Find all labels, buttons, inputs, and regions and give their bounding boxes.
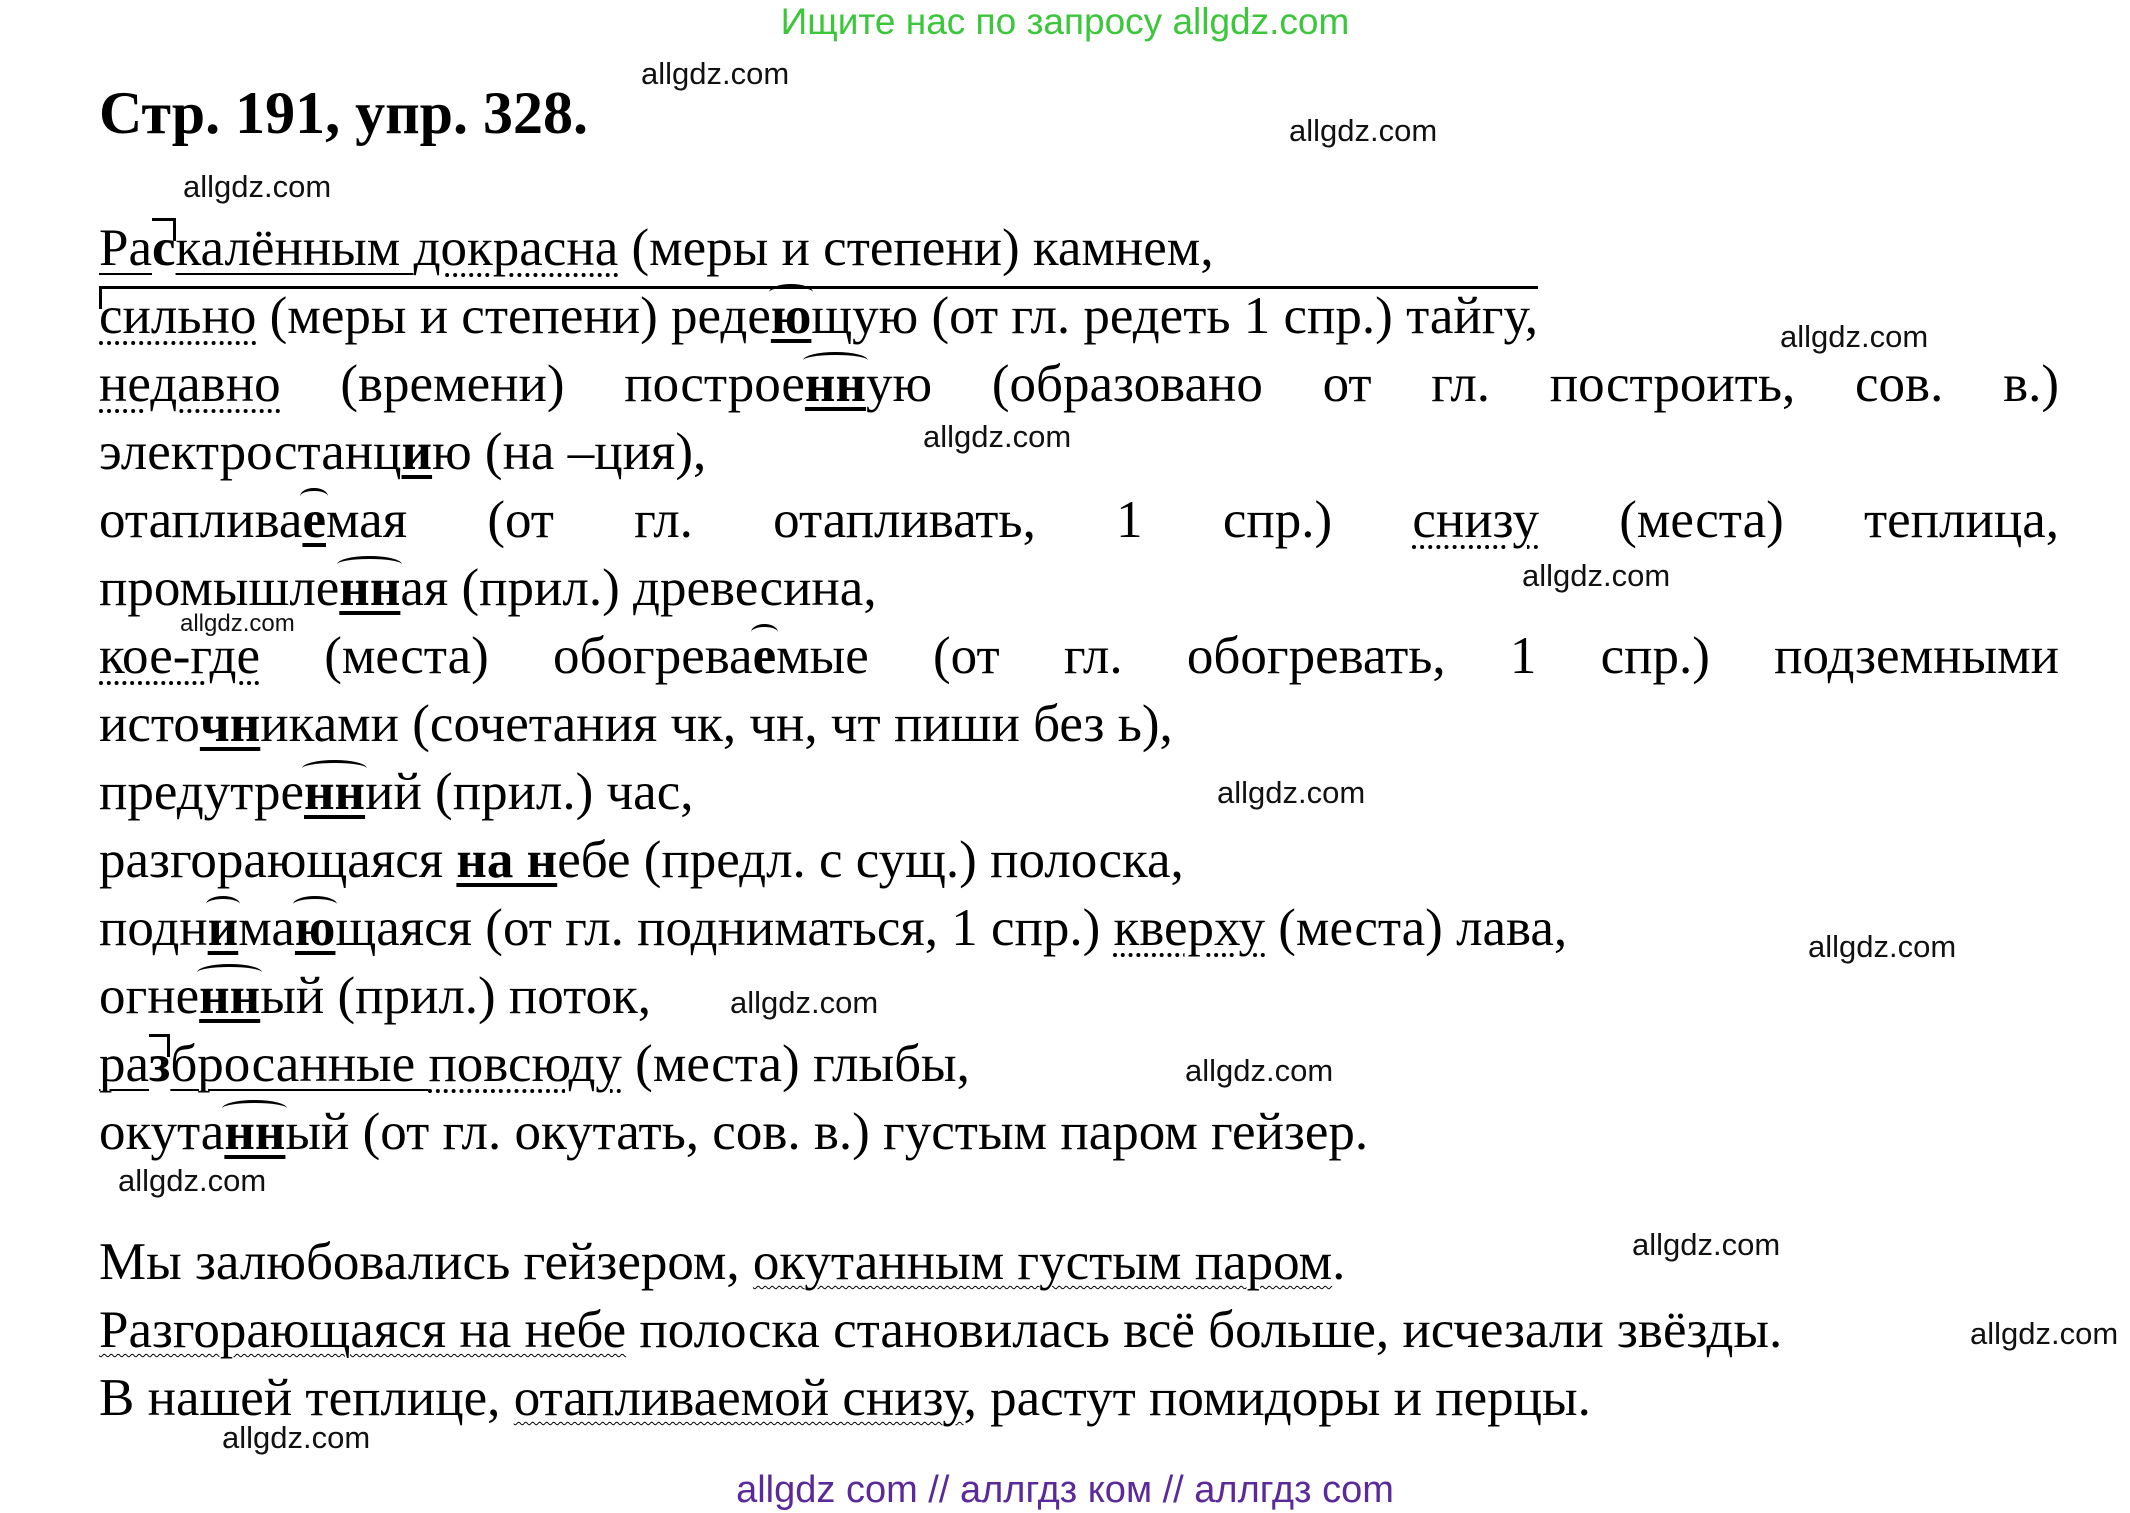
exercise-line: разбросанные повсюду (места) глыбы,	[99, 1030, 970, 1098]
suffix: нн	[224, 1098, 285, 1166]
participial-phrase: Разгорающаяся на небе	[99, 1301, 627, 1359]
exercise-line: источниками (сочетания чк, чн, чт пиши без ь),	[99, 695, 1173, 753]
watermark: allgdz.com	[183, 169, 332, 204]
suffix: нн	[199, 962, 260, 1030]
exercise-line: промышленная (прил.) древесина,	[99, 554, 877, 622]
adverb: кверху	[1113, 899, 1266, 957]
suffix: нн	[805, 350, 866, 418]
watermark: allgdz.com	[1970, 1316, 2119, 1351]
exercise-line: отапливаемая (от гл. отапливать, 1 спр.) снизу (места) теплица,	[99, 486, 2059, 554]
watermark: allgdz.com	[730, 985, 879, 1020]
note: (меры и степени) реде	[256, 287, 771, 345]
watermark: allgdz.com	[641, 56, 790, 91]
exercise-line: огненный (прил.) поток,	[99, 962, 651, 1030]
page-title: Стр. 191, упр. 328.	[99, 80, 589, 146]
suffix: нн	[339, 554, 400, 622]
adverb: недавно	[99, 355, 281, 413]
watermark: allgdz.com	[118, 1163, 267, 1198]
note: (меры и степени) камнем,	[618, 219, 1214, 277]
suffix: е	[302, 486, 326, 554]
note: щую (от гл. редеть 1 спр.) тайгу,	[811, 287, 1538, 345]
exercise-line	[99, 282, 1538, 350]
suffix: е	[753, 622, 777, 690]
watermark: allgdz.com	[222, 1420, 371, 1455]
word-part: Раскалённым	[99, 219, 414, 277]
sentence: Разгорающаяся на небе полоска становилась всё больше, исчезали звёзды.	[99, 1301, 1783, 1359]
watermark: allgdz.com	[180, 610, 295, 637]
watermark: allgdz.com	[1217, 775, 1366, 810]
adverb: кое-где	[99, 627, 260, 685]
adverb: докрасна	[413, 219, 619, 277]
exercise-line: недавно (времени) построенную (образовано от гл. построить, сов. в.)	[99, 350, 2059, 418]
exercise-line: окутанный (от гл. окутать, сов. в.) густым паром гейзер.	[99, 1098, 1368, 1166]
footer-links: allgdz com // аллгдз ком // аллгдз com	[736, 1469, 1394, 1511]
participial-phrase: окутанным густым паром	[752, 1233, 1333, 1291]
watermark: allgdz.com	[1780, 319, 1929, 354]
exercise-line: электростанцию (на –ция),	[99, 423, 707, 481]
suffix: нн	[304, 758, 365, 826]
watermark: allgdz.com	[1522, 558, 1671, 593]
watermark: allgdz.com	[923, 419, 1072, 454]
exercise-line	[99, 214, 1214, 282]
participial-phrase: отапливаемой снизу	[513, 1369, 964, 1427]
letters: чн	[199, 695, 261, 753]
watermark: allgdz.com	[1185, 1053, 1334, 1088]
watermark: allgdz.com	[1808, 929, 1957, 964]
exercise-line: кое-где (места) обогреваемые (от гл. обогревать, 1 спр.) подземными	[99, 622, 2059, 690]
sentence: Мы залюбовались гейзером, окутанным густым паром.	[99, 1233, 1346, 1291]
top-search-note: Ищите нас по запросу allgdz.com	[780, 1, 1350, 42]
suffix: и	[208, 894, 239, 962]
adverb: повсюду	[428, 1035, 622, 1093]
exercise-line: разгорающаяся на небе (предл. с сущ.) полоска,	[99, 831, 1184, 889]
watermark: allgdz.com	[1632, 1227, 1781, 1262]
adverb: снизу	[1412, 491, 1539, 549]
suffix: ю	[295, 894, 336, 962]
exercise-line: поднимающаяся (от гл. подниматься, 1 спр.) кверху (места) лава,	[99, 894, 1567, 962]
suffix: ю	[771, 282, 812, 350]
watermark: allgdz.com	[1289, 113, 1438, 148]
word-part: разбросанные	[99, 1035, 428, 1093]
exercise-line: предутренний (прил.) час,	[99, 758, 693, 826]
preposition: на н	[456, 831, 558, 889]
ending-letter: и	[401, 423, 433, 481]
adverb: сильно	[99, 287, 257, 345]
sentence: В нашей теплице, отапливаемой снизу, растут помидоры и перцы.	[99, 1369, 1591, 1427]
